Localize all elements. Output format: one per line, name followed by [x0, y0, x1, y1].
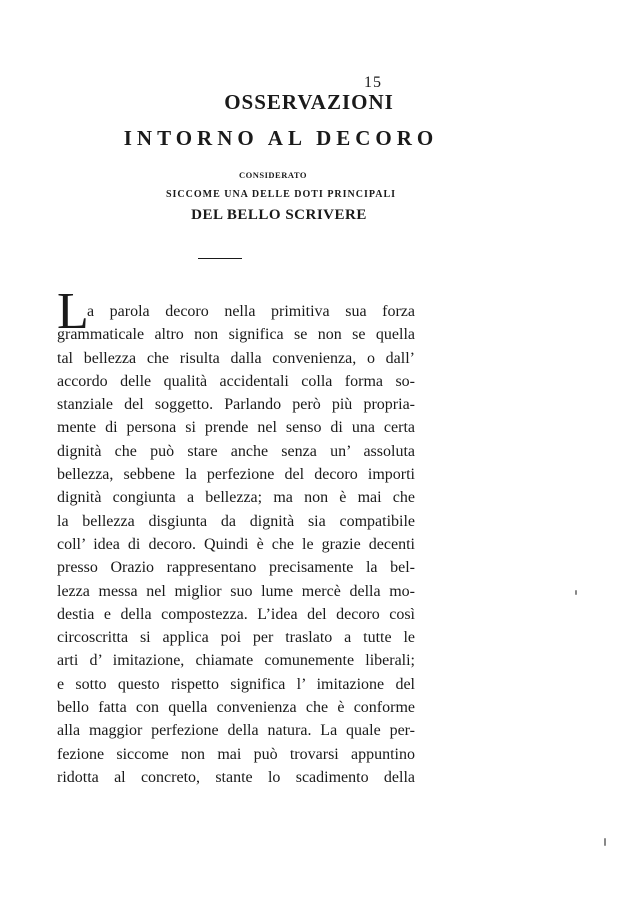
text-line: tal bellezza che risulta dalla convenienza, o dall’ — [57, 349, 415, 367]
text-line: circoscritta si applica poi per traslato a tutte le — [57, 629, 415, 647]
text-line: mente di persona si prende nel senso di una certa — [57, 419, 415, 437]
text-line: ridotta al concreto, stante lo scadimento della — [57, 768, 415, 786]
text-line: bello fatta con quella convenienza che è conforme — [57, 699, 415, 717]
text-line: la bellezza disgiunta da dignità sia compatibile — [57, 512, 415, 530]
paper-speck — [604, 838, 606, 846]
page-number: 15 — [364, 74, 382, 91]
title-osservazioni: OSSERVAZIONI — [224, 90, 394, 114]
text-line: dignità congiunta a bellezza; ma non è mai che — [57, 489, 415, 507]
text-line: coll’ idea di decoro. Quindi è che le grazie decenti — [57, 535, 415, 553]
title-del-bello-scrivere: DEL BELLO SCRIVERE — [191, 207, 367, 223]
text-line: a parola decoro nella primitiva sua forza — [87, 303, 415, 320]
section-divider — [198, 258, 242, 259]
text-line: lezza messa nel miglior suo lume mercè della mo- — [57, 582, 415, 600]
text-line: presso Orazio rappresentano precisamente la bel- — [57, 559, 415, 577]
text-line: destia e della compostezza. L’idea del decoro così — [57, 605, 415, 623]
drop-cap: L — [57, 283, 89, 340]
text-line: dignità che può stare anche senza un’ assoluta — [57, 442, 415, 460]
text-line: stanziale del soggetto. Parlando però più propria- — [57, 396, 415, 414]
text-line: arti d’ imitazione, chiamate comunemente liberali; — [57, 652, 415, 670]
title-intorno-al-decoro: INTORNO AL DECORO — [123, 126, 439, 150]
text-line: fezione siccome non mai può trovarsi appuntino — [57, 745, 415, 763]
paper-speck — [575, 590, 577, 595]
text-line: bellezza, sebbene la perfezione del decoro importi — [57, 466, 415, 484]
title-siccome: SICCOME UNA DELLE DOTI PRINCIPALI — [165, 189, 397, 200]
text-line: e sotto questo rispetto significa l’ imitazione del — [57, 675, 415, 693]
text-line: accordo delle qualità accidentali colla forma so- — [57, 372, 415, 390]
text-line: grammaticale altro non significa se non se quella — [57, 326, 415, 344]
text-line: alla maggior perfezione della natura. La quale per- — [57, 722, 415, 740]
title-considerato: CONSIDERATO — [238, 170, 307, 180]
body-paragraph — [57, 300, 415, 789]
